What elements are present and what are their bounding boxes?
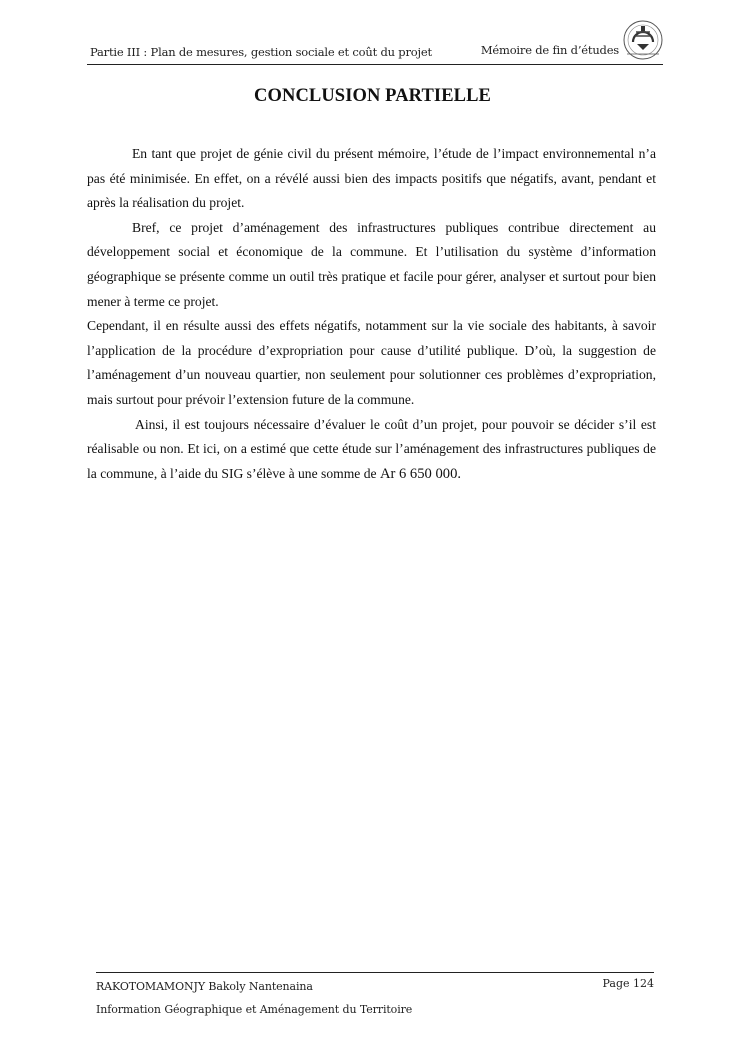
page-number: Page 124 [602,977,654,990]
body-text [87,142,656,486]
paragraph-4 [87,413,656,487]
page-header [87,38,663,65]
page-footer [96,972,654,1016]
cost-amount: Ar 6 650 000. [379,465,462,482]
school-logo-icon [621,18,665,62]
paragraph-1: En tant que projet de génie civil du présent mémoire, l’étude de l’impact environnemental n’a pas été minimisée. En effet, on a révélé aussi bien des impacts positifs que négatifs, avant, pendant et après la réalisation du projet. [87,146,656,211]
footer-author: RAKOTOMAMONJY Bakoly Nantenaina [96,980,313,993]
footer-program: Information Géographique et Aménagement du Territoire [96,1003,413,1016]
section-title: CONCLUSION PARTIELLE [254,86,491,106]
paragraph-4-text: Ainsi, il est toujours nécessaire d’évaluer le coût d’un projet, pour pouvoir se décider s’il est réalisable ou non. Et ici, on a estimé que cette étude sur l’aménagement des infrastructures publiques de la commune, à l’aide du SIG s’élève à une somme de [87,416,656,481]
paragraph-2: Bref, ce projet d’aménagement des infrastructures publiques contribue directement au développement social et économique de la commune. Et l’utilisation du système d’information géographique se présente comme un outil très pratique et facile pour gérer, analyser et surtout pour bien mener à terme ce projet. [87,219,656,309]
paragraph-3: Cependant, il en résulte aussi des effets négatifs, notamment sur la vie sociale des habitants, à savoir l’application de la procédure d’expropriation pour cause d’utilité publique. D’où, la suggestion de l’aménagement d’un nouveau quartier, non seulement pour solutionner ces problèmes d’expropriation, mais surtout pour prévoir l’extension future de la commune. [87,318,656,407]
header-part-title: Partie III : Plan de mesures, gestion sociale et coût du projet [90,45,432,59]
header-document-type: Mémoire de fin d’études [480,43,619,57]
